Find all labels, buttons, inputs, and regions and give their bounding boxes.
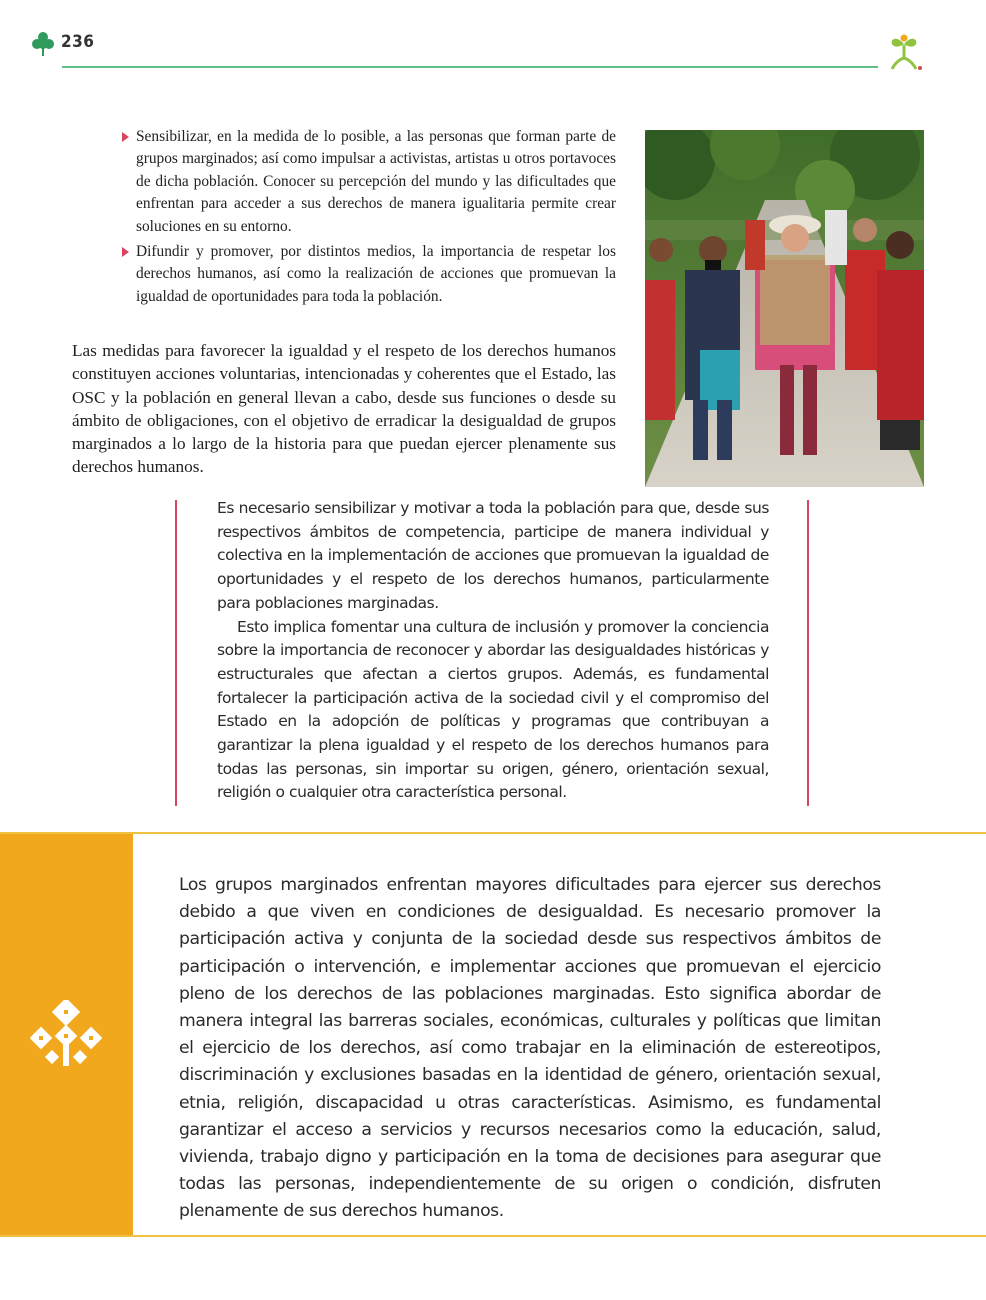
main-paragraph: Las medidas para favorecer la igualdad y el respeto de los derechos humanos constituyen acciones voluntarias, intencionadas y coherentes que el Estado, las OSC y la población en general llevan a cabo, desde sus funciones o desde su ámbito de obligaciones, con el objetivo de erradicar la desigualdad de grupos marginados a lo largo de la historia para que puedan ejercer plenamente sus derechos humanos.	[72, 341, 616, 477]
list-item	[118, 126, 616, 238]
photo-people-walking-road	[645, 130, 924, 487]
quote-bar-left	[175, 500, 177, 806]
summary-rule-top	[0, 832, 986, 834]
quote-block	[217, 497, 769, 805]
bullet-list	[118, 126, 616, 311]
quote-paragraph: Esto implica fomentar una cultura de inclusión y promover la conciencia sobre la importancia de reconocer y abordar las desigualdades históricas y estructurales que afectan a ciertos grupos. Además, es fundamental fortalecer la participación activa de la sociedad civil y el compromiso del Estado en la adopción de políticas y programas que contribuyan a garantizar la plena igualdad y el respeto de los derechos humanos para todas las personas, sin importar su origen, género, orientación sexual, religión o cualquier otra característica personal.	[217, 617, 769, 802]
sprout-figure-logo-icon	[884, 32, 924, 72]
bullet-text: Difundir y promover, por distintos medios, la importancia de respetar los derechos humanos, así como la realización de acciones que promuevan la igualdad de oportunidades para toda la población.	[136, 243, 616, 305]
flower-cluster-icon	[31, 31, 55, 57]
list-item	[118, 241, 616, 308]
summary-rule-bottom	[0, 1235, 986, 1237]
quote-bar-right	[807, 500, 809, 806]
triangle-bullet-icon	[122, 247, 129, 257]
bullet-text: Sensibilizar, en la medida de lo posible, a las personas que forman parte de grupos marginados; así como impulsar a activistas, artistas u otros portavoces de dicha población. Conocer su percepción del mundo y las dificultades que enfrentan para acceder a sus derechos de manera igualitaria permite crear soluciones en su entorno.	[136, 128, 616, 235]
page-number: 236	[61, 32, 95, 52]
triangle-bullet-icon	[122, 132, 129, 142]
summary-paragraph: Los grupos marginados enfrentan mayores dificultades para ejercer sus derechos debido a que viven en condiciones de desigualdad. Es necesario promover la participación activa y conjunta de la sociedad desde sus respectivos ámbitos de participación o intervención, e implementar acciones que promuevan el ejercicio pleno de los derechos de las poblaciones marginadas. Esto significa abordar de manera integral las barreras sociales, económicas, culturales y políticas que limitan el ejercicio de los derechos, así como trabajar en la eliminación de estereotipos, discriminación y exclusiones basadas en la identidad de género, orientación sexual, etnia, religión, discapacidad u otras características. Asimismo, es fundamental garantizar el acceso a servicios y recursos necesarios como la educación, salud, vivienda, trabajo digno y participación en la toma de decisiones para asegurar que todas las personas, independientemente de su origen o condición, disfruten plenamente de sus derechos humanos.	[179, 875, 881, 1222]
header-rule	[62, 66, 878, 68]
embroidery-flower-icon	[30, 1000, 102, 1070]
quote-paragraph: Es necesario sensibilizar y motivar a toda la población para que, desde sus respectivos ámbitos de competencia, participe de manera individual y colectiva en la implementación de acciones que promuevan la igualdad de oportunidades y el respeto de los derechos humanos, particularmente para poblaciones marginadas.	[217, 499, 769, 612]
